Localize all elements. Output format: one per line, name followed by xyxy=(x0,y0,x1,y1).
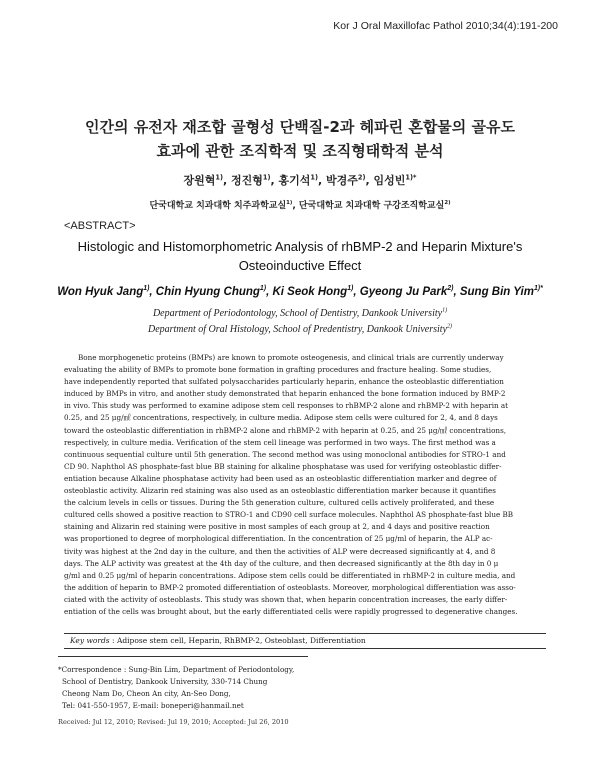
abstract-line: cultured cells showed a positive reaction to STRO-1 and CD90 cell surface molecules. Naphthol AS phosphate-fast blue BB xyxy=(64,510,514,520)
correspondence-block xyxy=(58,656,308,712)
abstract-line: evaluating the ability of BMPs to promote bone formation in grafting procedures and fracture healing. Some studies, xyxy=(64,365,492,375)
abstract-line: CD 90. Naphthol AS phosphate-fast blue BB staining for alkaline phosphatase was used for verifying osteoblastic differ- xyxy=(64,461,502,471)
abstract-line: continuous sequential culture until 5th generation. The second method was using monoclonal antibodies for STRO-1 and xyxy=(64,449,506,459)
abstract-line: in vivo. This study was performed to examine adipose stem cell responses to rhBMP-2 alone and rhBMP-2 with heparin at xyxy=(64,401,509,411)
abstract-line: Bone morphogenetic proteins (BMPs) are known to promote osteogenesis, and clinical trials are currently underway xyxy=(78,353,504,362)
abstract-line: entiation because Alkaline phosphatase activity had been used as an osteoblastic differentiation marker and degree of xyxy=(64,473,497,483)
journal-reference: Kor J Oral Maxillofac Pathol 2010;34(4):191-200 xyxy=(333,20,558,32)
correspondence-line: Cheong Nam Do, Cheon An city, An-Seo Dong, xyxy=(62,689,231,698)
abstract-label: <ABSTRACT> xyxy=(64,220,136,232)
english-title-line-2: Osteoinductive Effect xyxy=(238,258,362,273)
korean-affiliation: 단국대학교 치과대학 치주과학교실$^{1)}$, 단국대학교 치과대학 구강조직학교실$^{2)}$ xyxy=(149,200,451,211)
abstract-line: tivity was highest at the 2nd day in the culture, and then the activities of ALP were decreased significantly at 4, and 8 xyxy=(64,546,496,556)
abstract-line: ciated with the activity of osteoblasts. This study was shown that, when heparin concentration increases, the early differ- xyxy=(64,594,508,604)
abstract-line: days. The ALP activity was greatest at the 4th day of the culture, and then decreased significantly at the 8th day in 0 μ xyxy=(64,558,499,568)
abstract-line: osteoblastic activity. Alizarin red staining was also used as an osteoblastic differentiation marker because it quantifies xyxy=(64,486,496,496)
keywords-box xyxy=(64,633,546,649)
abstract-line: was proportioned to degree of morphological differentiation. In the concentration of 25 μg/ml of heparin, the ALP ac- xyxy=(64,534,493,544)
abstract-line: the addition of heparin to BMP-2 promoted differentiation of osteoblasts. Moreover, morphological differentiation was asso- xyxy=(64,582,516,592)
korean-title-line-1: 인간의 유전자 재조합 골형성 단백질-2과 헤파린 혼합물의 골유도 xyxy=(85,118,515,136)
abstract-body xyxy=(64,352,540,618)
correspondence-line: Tel: 041-550-1957, E-mail: boneperi@hanmail.net xyxy=(62,701,244,710)
abstract-line: g/ml and 0.25 μg/ml of heparin concentrations. Adipose stem cells could be differentiated in rhBMP-2 in culture media, and xyxy=(64,570,516,580)
correspondence-line: School of Dentistry, Dankook University, 330-714 Chung xyxy=(62,677,268,686)
department-oral-histology: Department of Oral Histology, School of Predentistry, Dankook University$^{2)}$ xyxy=(147,323,453,335)
keywords-text: : Adipose stem cell, Heparin, RhBMP-2, Osteoblast, Differentiation xyxy=(112,636,366,645)
abstract-line: respectively, in culture media. Verification of the stem cell lineage was performed in two ways. The first method was a xyxy=(64,437,496,447)
korean-title-line-2: 효과에 관한 조직학적 및 조직형태학적 분석 xyxy=(156,142,444,160)
abstract-line: toward the osteoblastic differentiation in rhBMP-2 alone and rhBMP-2 with heparin at 0.25, and 25 μg/㎖ concentrations, xyxy=(64,425,507,435)
abstract-line: the calcium levels in cells or tissues. During the 5th generation culture, cultured cells actively proliferated, and these xyxy=(64,498,495,508)
correspondence-line: *Correspondence : Sung-Bin Lim, Department of Periodontology, xyxy=(58,665,295,674)
abstract-line: induced by BMPs in vitro, and another study demonstrated that heparin enhanced the bone formation induced by BMP-2 xyxy=(64,389,506,399)
abstract-line: have independently reported that sulfated polysaccharides particularly heparin, enhance the osteoblastic differentiation xyxy=(64,377,504,387)
manuscript-dates: Received: Jul 12, 2010; Revised: Jul 19, 2010; Accepted: Jul 26, 2010 xyxy=(58,718,289,726)
english-authors: Won Hyuk Jang$^{1)}$, Chin Hyung Chung$^{1)}$, Ki Seok Hong$^{1)}$, Gyeong Ju Park$^{2)}$, Sung Bin Yim$^{1)*}$ xyxy=(57,285,543,298)
abstract-line: entiation of the cells was brought about, but the early differentiated cells were rapidly progressed to degenerative changes. xyxy=(64,606,518,616)
korean-authors: 장원혁$^{1)}$, 정진형$^{1)}$, 홍기석$^{1)}$, 박경주$^{2)}$, 임성빈$^{1)*}$ xyxy=(183,173,417,187)
abstract-line: 0.25, and 25 μg/㎖ concentrations, respectively, in culture media. Adipose stem cells were cultured for 2, 4, and 8 days xyxy=(64,413,498,423)
abstract-line: staining and Alizarin red staining were positive in most samples of each group at 2, and 4 days and positive reaction xyxy=(64,522,490,532)
english-title-line-1: Histologic and Histomorphometric Analysis of rhBMP-2 and Heparin Mixture's xyxy=(77,239,523,254)
department-periodontology: Department of Periodontology, School of Dentistry, Dankook University$^{1)}$ xyxy=(152,307,448,319)
keywords-label: Key words xyxy=(70,636,110,645)
